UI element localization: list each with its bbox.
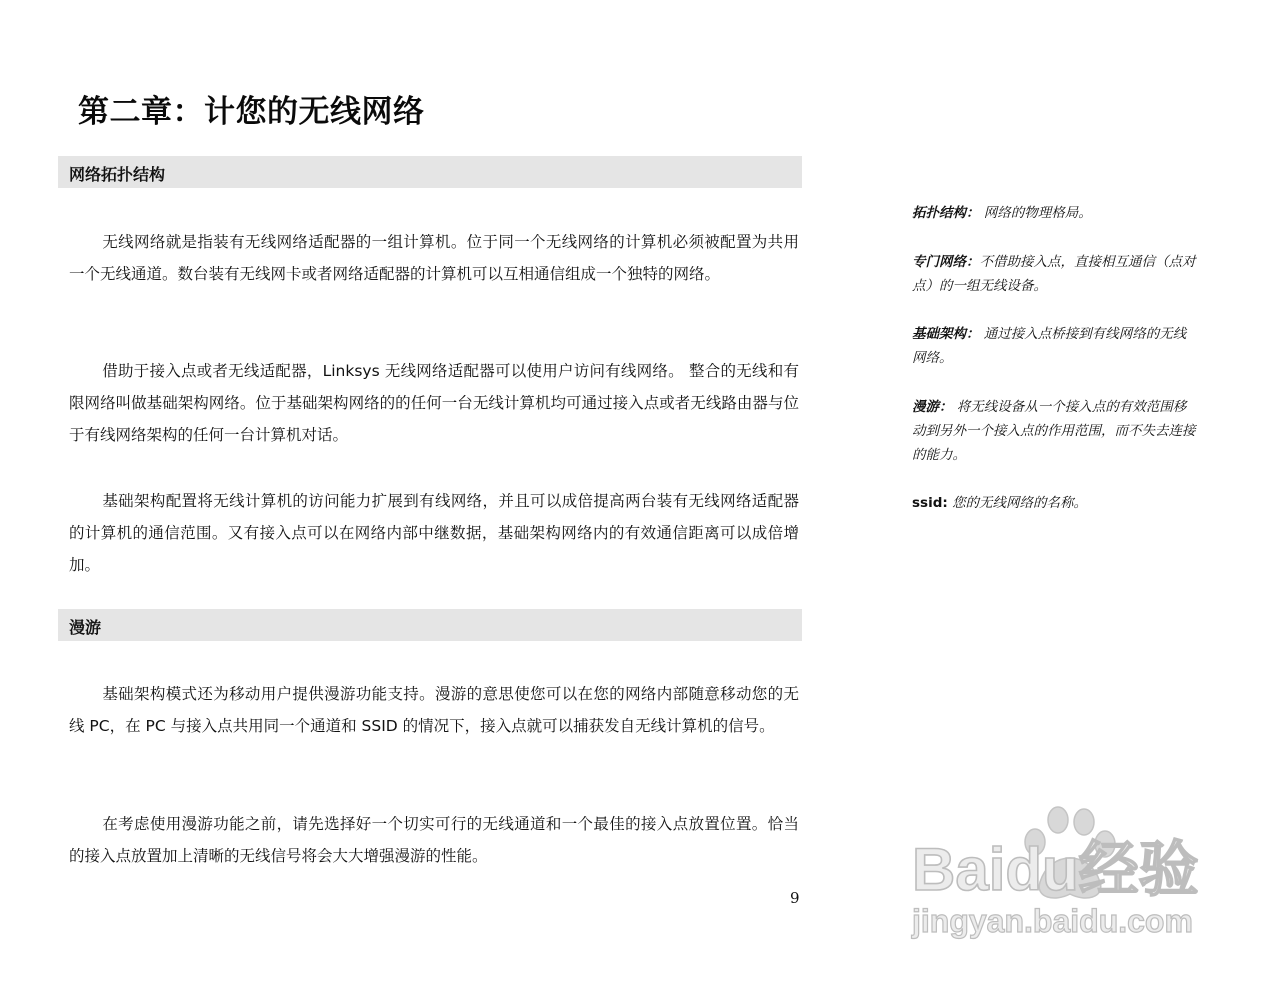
paragraph: 在考虑使用漫游功能之前，请先选择好一个切实可行的无线通道和一个最佳的接入点放置位置。恰当的接入点放置加上清晰的无线信号将会大大增强漫游的性能。 — [69, 815, 799, 865]
paragraph: 借助于接入点或者无线适配器，Linksys 无线网络适配器可以使用户访问有线网络。 整合的无线和有限网络叫做基础架构网络。位于基础架构网络的的任何一台无线计算机均可通过接入点或者无线路由器与位于有线网络架构的任何一台计算机对话。 — [69, 362, 799, 444]
paragraph: 无线网络就是指装有无线网络适配器的一组计算机。位于同一个无线网络的计算机必须被配置为共用一个无线通道。数台装有无线网卡或者网络适配器的计算机可以互相通信组成一个独特的网络。 — [69, 233, 799, 283]
glossary-term: 漫游： — [912, 399, 953, 415]
glossary-term: 基础架构： — [912, 326, 980, 342]
section-heading: 漫游 — [69, 618, 102, 637]
glossary-definition: 通过接入点桥接到有线网络的无线网络。 — [912, 326, 1187, 366]
section-heading: 网络拓扑结构 — [69, 165, 166, 184]
glossary-definition: 网络的物理格局。 — [979, 205, 1092, 221]
glossary-entry — [912, 491, 1197, 515]
baidu-watermark — [900, 790, 1220, 950]
chapter-title: 第二章：计您的无线网络 — [78, 94, 425, 130]
page-number: 9 — [790, 889, 800, 907]
paragraph: 基础架构模式还为移动用户提供漫游功能支持。漫游的意思使您可以在您的网络内部随意移动您的无线 PC，在 PC 与接入点共用同一个通道和 SSID 的情况下，接入点就可以捕获发自无线计算机的信号。 — [69, 685, 799, 735]
glossary-definition: 将无线设备从一个接入点的有效范围移动到另外一个接入点的作用范围，而不失去连接的能力。 — [912, 399, 1196, 463]
section-header-roaming — [58, 609, 802, 641]
glossary-entry — [912, 395, 1197, 467]
section-header-topology — [58, 156, 802, 188]
glossary-definition: 不借助接入点，直接相互通信（点对点）的一组无线设备。 — [912, 254, 1196, 294]
svg-text:jingyan.baidu.com: jingyan.baidu.com — [912, 903, 1193, 939]
paw-logo-icon — [900, 790, 1220, 950]
svg-text:Baidu经验: Baidu经验 — [912, 836, 1199, 903]
glossary-entry — [912, 201, 1197, 225]
glossary-term: ssid: — [912, 495, 948, 511]
glossary-entry — [912, 250, 1197, 298]
glossary-term: 拓扑结构： — [912, 205, 980, 221]
paragraph: 基础架构配置将无线计算机的访问能力扩展到有线网络，并且可以成倍提高两台装有无线网络适配器的计算机的通信范围。又有接入点可以在网络内部中继数据，基础架构网络内的有效通信距离可以成倍增加。 — [69, 492, 799, 574]
glossary-definition: 您的无线网络的名称。 — [947, 495, 1088, 511]
glossary-term: 专门网络： — [912, 254, 980, 270]
glossary-entry — [912, 322, 1197, 370]
